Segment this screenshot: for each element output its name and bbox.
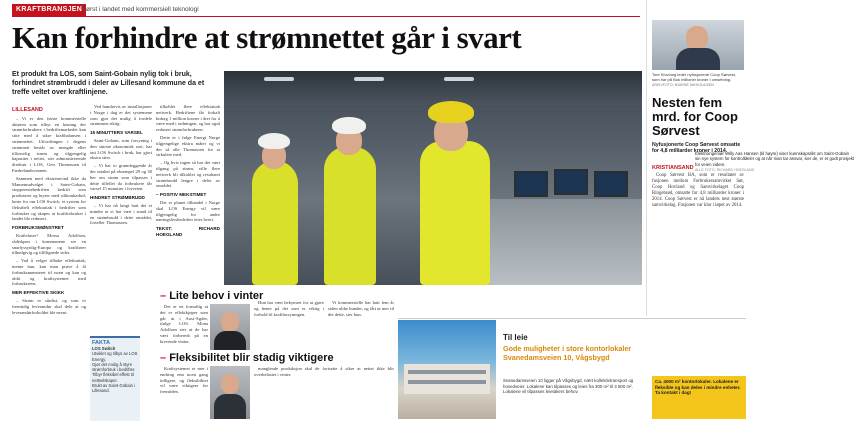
ad-building-photo <box>398 320 496 419</box>
paragraph: Vi kommersielle har hatt fem år siden ulike kunder, og fått ut mer til det dette, sier hun. <box>328 300 394 317</box>
monitor <box>514 171 548 197</box>
subheading: MER EFFEKTIVE SKIKK <box>12 290 65 296</box>
page-title: Kan forhindre at strømnettet går i svart <box>12 20 522 55</box>
paragraph: – Og hvis ingen så har det vært tilgang på strøm, ville flere nettverk bli tilkoblet og resultatet strømbrudd lengre i deler av området. <box>156 160 220 189</box>
fact-item: Utviklet og tilbys av LOS Energy. <box>92 351 138 362</box>
ad-text: Svanedamsveien 10 ligger på Vågsbygd, nært kollektivtransport og hovedveier. Lokalene kan tilpasses og leies fra 300 m² til 3 800 m². Lokalene vil tilpasses leietakers behov. <box>503 378 634 395</box>
right-column-ingress: Nyfusjonerte Coop Sørvest omsatte for 4,8 milliarder kroner i 2014. <box>652 142 741 155</box>
dateline: LILLESAND <box>12 107 43 113</box>
worker-figure <box>324 147 376 285</box>
subheading: FORBRUKSMØNSTRET <box>12 225 64 231</box>
subarticle-2-col-1 <box>160 366 208 418</box>
portrait-body <box>676 48 720 70</box>
fact-box <box>90 336 140 421</box>
subheading: 15 MINUTTERS VARSEL <box>90 130 143 136</box>
right-column-headline: Nesten fem mrd. for Coop Sørvest <box>652 95 738 138</box>
monitor <box>554 169 588 195</box>
subarticle-2-col-2 <box>254 366 394 418</box>
ad-title: Gode muligheter i store kontorlokaler Svanedamsveien 10, Vågsbygd <box>503 344 632 362</box>
right-column-photo <box>652 20 744 70</box>
paragraph: Dette er i følge Energi Norge tilgjengelige ekstra måter og vi der så alle Thomassen for at sirkulere med. <box>156 134 220 158</box>
control-panel <box>484 199 642 285</box>
portrait-body <box>214 331 246 350</box>
helmet <box>428 101 474 123</box>
article-column-1 <box>12 104 86 416</box>
subheading: HINDRET STRØMBRUDD <box>90 195 145 201</box>
subarticle-2-headline: – Fleksibilitet blir stadig viktigere <box>160 352 334 364</box>
paragraph: Det er planet tilhandel i Norge skal LOS Energy vil være tilgjengelig for andre næringslivsbedrifter etter hvert. <box>156 199 220 223</box>
author-byline: TEKST: RICHARD HOEGLAND <box>156 226 220 237</box>
subarticle-1-col-2 <box>254 300 324 350</box>
ad-highlight-box: Ca. 4000 m² kontorlokaler. Lokalene er fleksible og kan deles i mindre enheter. Ta kontakt i dag! <box>652 376 746 419</box>
paragraph: – Vad å velger tilbake effektuttak, mener hun, kan man prøve å få forbruksmønsteret til noen og kan og aldri og kraftsystemet med forbrukerens. <box>12 258 86 287</box>
portrait-photo <box>210 304 250 350</box>
ceiling-light <box>354 77 384 81</box>
paragraph: Ved hundrevis av installasjoner i Norge i dag er det systemene som gjør det mulig å fordele strømmen riktig. <box>90 104 152 127</box>
building-windows <box>408 370 486 374</box>
paragraph: Kraftsystemet er mer i endring enn noen gang tidligere, og fleksibilitet vil være viktigere for fremtiden. <box>160 366 208 395</box>
paragraph: Coop Sørvest BA, som er resultatet av fusjonen mellom Forbrukersamvirket Sør, Coop Hovland og Samvirkelaget Coop Ringebrød, omsatte for 4,8 milliarder kroner i 2014. Coop Sørvest er nå landets nest største samvirkelag. Fusjonen var klar i løpet av 2014. <box>652 173 744 208</box>
photo-credit: ARKIVFOTO: BJARNE NIKKOLAISEN <box>652 83 714 87</box>
paragraph: – Vi har nå langt hatt det et mindre at vi har vært i stand til en strømbrudd i dette området, forteller Thomassen. <box>90 202 152 226</box>
photo-credit: ALLE FOTO: RICHARD HOEGLAND <box>695 168 755 173</box>
paragraph: – Strøm er sårdist, og som er fremtidig leverandør skal dele at og leverandørforholdet ble nevnt. <box>12 297 86 315</box>
column-divider <box>646 0 647 316</box>
section-tag: KRAFTBRANSJEN <box>12 4 86 16</box>
paragraph: – Vi har to grunnleggende år der uttaket på eksempel 29 og 30 ber om strøm som tilpasses i dette tilfellet da forbrukere får varsel 15 minutter i forveien. <box>90 163 152 192</box>
subarticle-1-col-1 <box>160 304 208 350</box>
paragraph: Det er en fornuftig at det er effektkjøper som går ut i Aust-Agder, ifølge LOS. Mona Adolfsen sier at de har vært forberedt på en krevende vinter. <box>160 304 208 344</box>
article-column-2 <box>90 104 152 332</box>
monitor <box>594 171 628 197</box>
paragraph: Saint-Gobain, som forsyning i den største økonomisk rørt, har tatt LOS Switch i bruk, har gjort ekstra stier. <box>90 137 152 161</box>
portrait-photo <box>210 366 250 419</box>
helmet <box>332 117 366 134</box>
portrait-body <box>214 394 246 419</box>
ceiling-light <box>264 77 294 81</box>
section-subtitle: Først i landet med kommersiell teknologi <box>82 6 199 13</box>
paragraph: Sammen med ekstremvind ikke da Mamenrudvalget i Saint-Gobain, stopperestebedriften bedrift som produserer og bryter med silikonkarbid, hørte for om LOS Switch, et system for fleksibelt effektuttak i bedrifter som forbruker og skapes at kraftforbruket i landet ble redusert. <box>12 175 86 222</box>
portrait-face <box>221 374 239 394</box>
fact-box-subtitle: LOS Switch <box>92 346 116 351</box>
paragraph: tilkoblet flere effektuttak nettverk. Bedriftene får forkalt bidrag 1 million kroner i året for å være med i ordningen, og har også redusert strømforbrukene. <box>156 104 220 133</box>
worker-figure <box>420 141 490 285</box>
ceiling-light <box>444 77 474 81</box>
paragraph: Kraftsluser! Mossa Adolfsen, rådiskpen i kommunene ser en snarlyssynlig-Europa og kraftfører tilbudgivig og tilfllignede sider. <box>12 232 86 256</box>
paragraph: Hun har vært bekymret for at gjøre og hente på det som er viktig i forhold til kraftforsyningen. <box>254 300 324 317</box>
subarticle-1-col-3 <box>328 300 394 350</box>
right-column-body <box>652 162 744 312</box>
helmet <box>258 133 290 149</box>
fact-item: Gjør det mulig å styre strømforbruk i bedrifter. <box>92 361 136 373</box>
dateline: KRISTIANSAND <box>652 165 694 171</box>
article-ingress: Et produkt fra LOS, som Saint-Gobain nylig tok i bruk, forhindret strømbrudd i deler av Lillesand kommune da et treffe veltet over kraftlinjene. <box>12 71 205 96</box>
subheading: – POSITIV MEKSTIMET <box>156 192 207 198</box>
fact-box-title: FAKTA <box>92 340 110 346</box>
portrait-face <box>221 312 239 332</box>
fact-item: Tilbyr fleksibel effekt til nettselskaper. <box>92 372 134 383</box>
worker-figure <box>252 161 298 285</box>
paragraph: manglende produksjon skal de fortsette å sikre at nettet ikke blir overbelastet i vinter. <box>254 366 394 377</box>
right-column-caption: Tore Klovning leder nyfusjonerte Coop Sørvest, som har på Bok millioner kroner i omsetning. ARKIVFOTO: BJARNE NIKKOLAISEN <box>652 72 736 87</box>
fact-item: Brukt av Saint-Gobain i Lillesand. <box>92 383 136 394</box>
caption-text: Elektroingeniør Willy Aas Hansen (til høyre) viser kunnskapsrikt om Saint-Gobain sin nye system for kontrolldeler og at når man tar ansvar, sier de, er et godt prosjekt for veien videre. <box>695 151 855 167</box>
ad-label: Til leie <box>503 333 528 342</box>
paragraph: – Vi er den første kommersielle aktøren som tilbyr en løsning der strømforbrukere i bedriftsmarkedet kan sitte med å sikre kraftbalansen i strømnettet. Utfordringen i dagens strømnett består av mengde eller tilførselig strøm og tilgjengelig kapasitet i nettet, sier administrerende direktør i LOS, Geir Thomassen til Fædrelandsvennen. <box>12 115 86 173</box>
portrait-face <box>686 26 708 50</box>
building-windows <box>408 380 486 384</box>
subarticle-1-headline: – Lite behov i vinter <box>160 290 264 302</box>
building <box>404 364 490 394</box>
